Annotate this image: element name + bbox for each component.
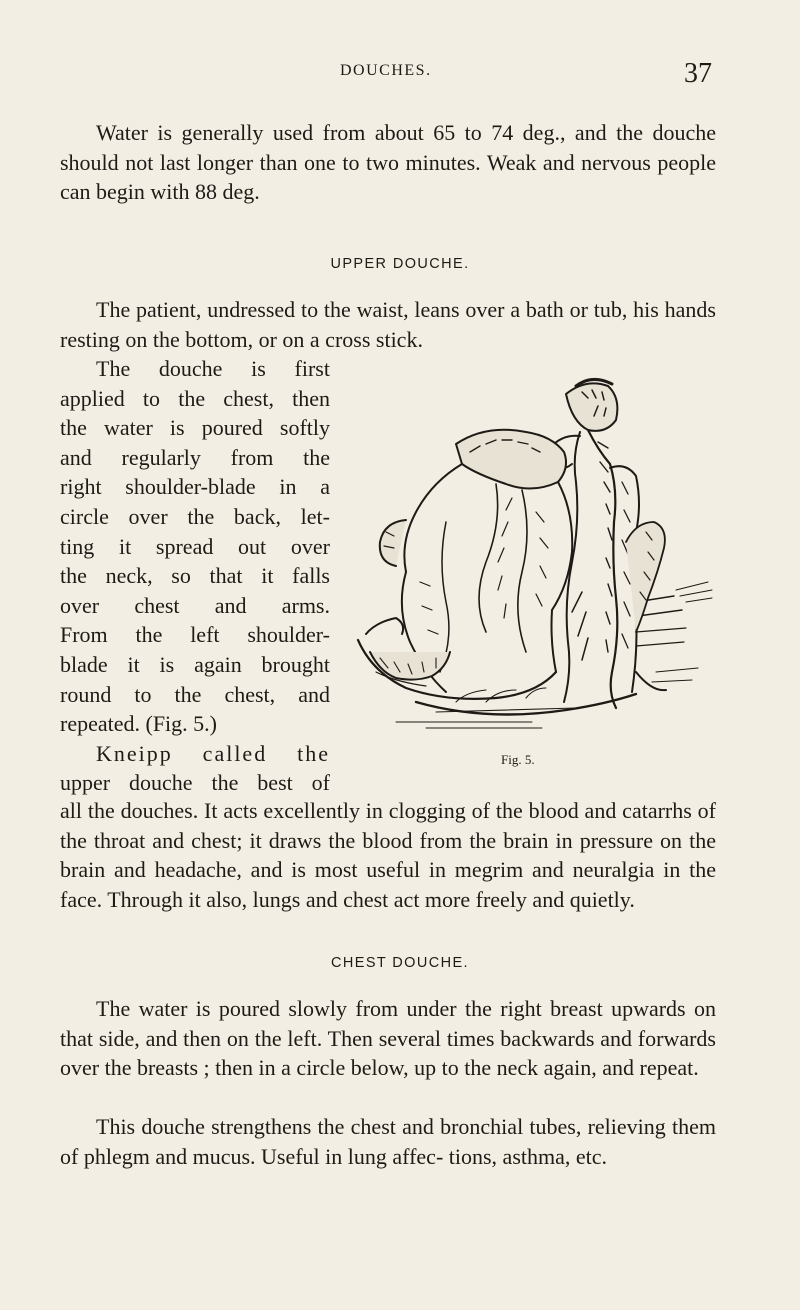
wrapped-line: the neck, so that it falls [60, 563, 330, 589]
chest-douche-paragraph-2: This douche strengthens the chest and bronchial tubes, relieving them of phlegm and mucus. Useful in lung affec- tions, asthma, etc. [60, 1114, 716, 1169]
wrapped-line: and regularly from the [60, 444, 330, 470]
upper-douche-continuation: all the douches. It acts excellently in clogging of the blood and catarrhs of the throat and chest; it draws the blood from the brain in pressure on the brain and headache, and is most useful in megrim and neuralgia in the face. Through it also, lungs and chest act more freely and quietly. [60, 798, 716, 912]
wrapped-line: applied to the chest, then [60, 385, 330, 411]
chest-douche-heading: CHEST DOUCHE. [331, 955, 469, 971]
wrapped-line: From the left shoulder- [60, 622, 330, 648]
chapter-title: DOUCHES. [340, 62, 432, 79]
page-number: 37 [684, 58, 712, 89]
wrapped-line: repeated. (Fig. 5.) [60, 711, 217, 737]
wrapped-line: The douche is first [96, 356, 330, 381]
wrapped-line: the water is poured softly [60, 415, 330, 441]
upper-douche-heading: UPPER DOUCHE. [330, 256, 470, 272]
wrapped-line: upper douche the best of [60, 770, 330, 796]
running-head [0, 58, 800, 98]
wrapped-line: Kneipp called the [96, 740, 330, 766]
chest-douche-paragraph-1: The water is poured slowly from under the right breast upwards on that side, and then on the left. Then several times backwards and forwards over the breasts ; then in a circle below, up to the neck again, and repeat. [60, 996, 716, 1080]
intro-paragraph: Water is generally used from about 65 to 74 deg., and the douche should not last longer than one to two minutes. Weak and nervous people can begin with 88 deg. [60, 120, 716, 204]
figure-caption: Fig. 5. [501, 752, 535, 767]
upper-douche-wrapped-text [60, 354, 330, 798]
wrapped-line: over chest and arms. [60, 592, 330, 618]
wrapped-line: right shoulder-blade in a [60, 474, 330, 500]
wrapped-line: round to the chest, and [60, 681, 330, 707]
upper-douche-lead: The patient, undressed to the waist, leans over a bath or tub, his hands resting on the bottom, or on a cross stick. [60, 297, 716, 352]
wrapped-line: circle over the back, let- [60, 503, 330, 529]
wrapped-line: blade it is again brought [60, 651, 330, 677]
wrapped-line: ting it spread out over [60, 533, 330, 559]
figure-upper-douche-illustration [336, 372, 716, 772]
